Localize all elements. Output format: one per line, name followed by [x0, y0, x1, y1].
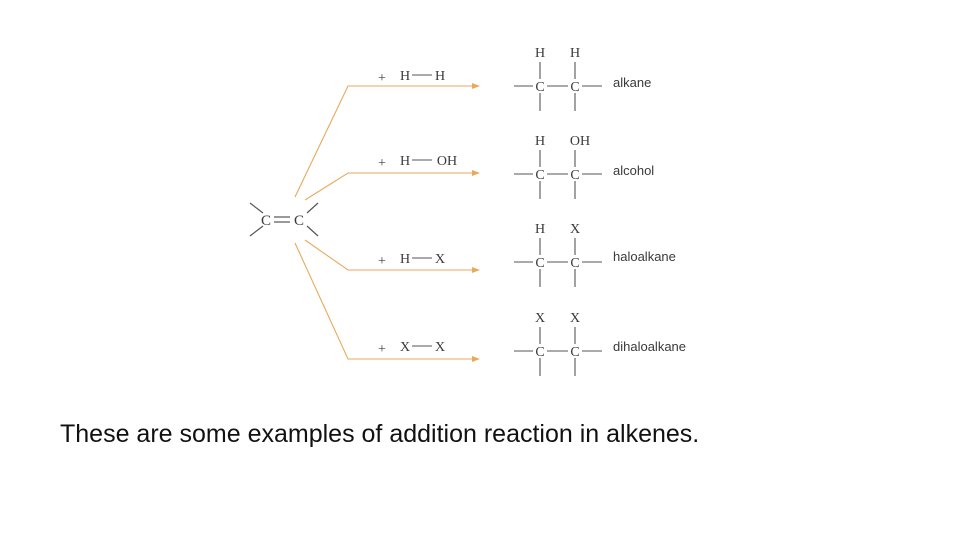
plus-sign: +: [378, 71, 386, 86]
reagent-1: [378, 69, 445, 86]
product-carbon-left: C: [535, 345, 545, 360]
product-carbon-left: C: [535, 80, 545, 95]
arrow-to-haloalkane: [305, 240, 478, 270]
product-top-right: H: [569, 46, 581, 61]
reagent-left: H: [399, 252, 411, 267]
product-alcohol: [514, 134, 654, 199]
reagent-right: H: [434, 69, 446, 84]
plus-sign: +: [378, 156, 386, 171]
reagent-3: [378, 252, 445, 269]
product-dihaloalkane: [514, 311, 686, 376]
product-top-left: X: [534, 311, 546, 326]
alkene-reactant: [250, 203, 318, 236]
reagent-right: X: [434, 252, 446, 267]
arrow-to-alcohol: [305, 173, 478, 200]
product-carbon-right: C: [570, 256, 580, 271]
product-name: alkane: [613, 75, 652, 90]
reaction-arrows: [295, 86, 478, 359]
product-carbon-right: C: [570, 80, 580, 95]
arrow-to-alkane: [295, 86, 478, 197]
caption: These are some examples of addition reaction in alkenes.: [60, 420, 700, 448]
product-carbon-right: C: [570, 345, 580, 360]
plus-sign: +: [378, 342, 386, 357]
alkene-carbon-left: C: [260, 213, 272, 229]
arrow-to-dihaloalkane: [295, 243, 478, 359]
product-carbon-right: C: [570, 168, 580, 183]
reagent-4: [378, 340, 445, 357]
product-carbon-left: C: [535, 256, 545, 271]
product-top-right: OH: [569, 134, 591, 149]
product-name: dihaloalkane: [613, 339, 687, 354]
reagent-left: X: [399, 340, 411, 355]
reagent-left: H: [399, 69, 411, 84]
product-haloalkane: [514, 222, 676, 287]
reagent-right: OH: [436, 154, 458, 169]
product-top-left: H: [534, 46, 546, 61]
product-top-right: X: [569, 311, 581, 326]
reagent-2: [378, 154, 457, 171]
plus-sign: +: [378, 254, 386, 269]
product-top-left: H: [534, 222, 546, 237]
reagent-left: H: [399, 154, 411, 169]
product-alkane: [514, 46, 651, 111]
product-name: alcohol: [613, 163, 655, 178]
product-top-right: X: [569, 222, 581, 237]
alkene-carbon-right: C: [293, 213, 305, 229]
reagent-right: X: [434, 340, 446, 355]
product-carbon-left: C: [535, 168, 545, 183]
product-name: haloalkane: [613, 249, 676, 264]
product-top-left: H: [534, 134, 546, 149]
arrowheads: [472, 83, 480, 362]
